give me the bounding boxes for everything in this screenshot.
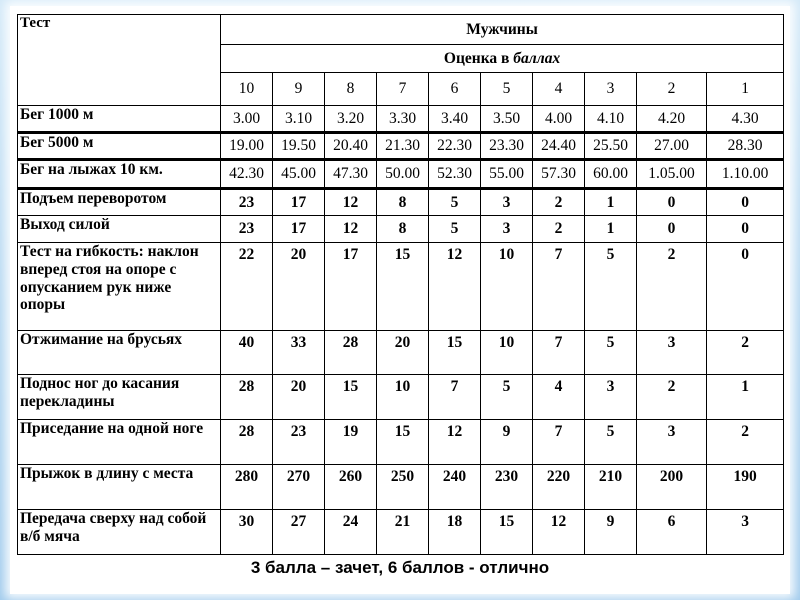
- score-value-cell: 22.30: [429, 133, 481, 160]
- test-name-cell: Выход силой: [18, 216, 221, 243]
- score-value-cell: 3.00: [221, 106, 273, 133]
- score-value-cell: 23: [221, 216, 273, 243]
- table-row: [18, 160, 784, 189]
- score-value-cell: 6: [637, 510, 707, 555]
- grade-header-cell: 6: [429, 73, 481, 106]
- score-value-cell: 15: [325, 375, 377, 420]
- score-value-cell: 7: [533, 420, 585, 465]
- score-value-cell: 190: [707, 465, 784, 510]
- score-value-cell: 10: [377, 375, 429, 420]
- score-value-cell: 55.00: [481, 160, 533, 189]
- grade-header-cell: 4: [533, 73, 585, 106]
- test-name-cell: Тест на гибкость: наклон вперед стоя на опоре с опусканием рук ниже опоры: [18, 243, 221, 331]
- score-value-cell: 9: [585, 510, 637, 555]
- table-row: [18, 189, 784, 216]
- score-value-cell: 2: [707, 331, 784, 375]
- score-value-cell: 3.20: [325, 106, 377, 133]
- score-value-cell: 1.05.00: [637, 160, 707, 189]
- score-value-cell: 19: [325, 420, 377, 465]
- score-value-cell: 210: [585, 465, 637, 510]
- score-value-cell: 28: [325, 331, 377, 375]
- score-value-cell: 15: [377, 420, 429, 465]
- score-value-cell: 3.30: [377, 106, 429, 133]
- score-value-cell: 47.30: [325, 160, 377, 189]
- score-value-cell: 20.40: [325, 133, 377, 160]
- score-value-cell: 22: [221, 243, 273, 331]
- score-value-cell: 5: [429, 189, 481, 216]
- score-value-cell: 4.20: [637, 106, 707, 133]
- score-value-cell: 1: [707, 375, 784, 420]
- score-value-cell: 220: [533, 465, 585, 510]
- score-value-cell: 17: [273, 216, 325, 243]
- score-label-prefix: Оценка в: [443, 49, 510, 67]
- score-value-cell: 240: [429, 465, 481, 510]
- grade-header-cell: 5: [481, 73, 533, 106]
- score-value-cell: 18: [429, 510, 481, 555]
- score-value-cell: 15: [481, 510, 533, 555]
- score-value-cell: 2: [533, 189, 585, 216]
- score-value-cell: 28: [221, 420, 273, 465]
- test-name-cell: Бег 1000 м: [18, 106, 221, 133]
- score-value-cell: 0: [707, 189, 784, 216]
- score-value-cell: 23.30: [481, 133, 533, 160]
- grade-header-cell: 1: [707, 73, 784, 106]
- score-value-cell: 20: [273, 243, 325, 331]
- score-value-cell: 21.30: [377, 133, 429, 160]
- score-value-cell: 5: [585, 420, 637, 465]
- test-name-cell: Отжимание на брусьях: [18, 331, 221, 375]
- score-value-cell: 250: [377, 465, 429, 510]
- score-value-cell: 7: [533, 243, 585, 331]
- score-value-cell: 45.00: [273, 160, 325, 189]
- score-value-cell: 57.30: [533, 160, 585, 189]
- score-value-cell: 21: [377, 510, 429, 555]
- score-value-cell: 12: [429, 420, 481, 465]
- score-value-cell: 4.00: [533, 106, 585, 133]
- score-value-cell: 8: [377, 216, 429, 243]
- score-value-cell: 27: [273, 510, 325, 555]
- score-value-cell: 30: [221, 510, 273, 555]
- test-name-cell: Передача сверху над собой в/б мяча: [18, 510, 221, 555]
- grade-header-cell: 9: [273, 73, 325, 106]
- score-value-cell: 3: [481, 189, 533, 216]
- score-value-cell: 2: [637, 375, 707, 420]
- score-value-cell: 0: [707, 243, 784, 331]
- table-row: [18, 106, 784, 133]
- score-value-cell: 10: [481, 331, 533, 375]
- grade-header-cell: 7: [377, 73, 429, 106]
- score-value-cell: 15: [429, 331, 481, 375]
- score-value-cell: 23: [221, 189, 273, 216]
- score-value-cell: 1: [585, 189, 637, 216]
- norms-table: [17, 14, 784, 555]
- score-value-cell: 5: [429, 216, 481, 243]
- score-value-cell: 24.40: [533, 133, 585, 160]
- score-value-cell: 5: [585, 331, 637, 375]
- score-value-cell: 0: [637, 189, 707, 216]
- test-name-cell: Бег 5000 м: [18, 133, 221, 160]
- norms-body: [18, 106, 784, 555]
- score-value-cell: 20: [273, 375, 325, 420]
- grade-header-cell: 2: [637, 73, 707, 106]
- header-group-cell: Мужчины: [221, 15, 784, 45]
- score-value-cell: 5: [481, 375, 533, 420]
- score-value-cell: 7: [533, 331, 585, 375]
- score-value-cell: 19.50: [273, 133, 325, 160]
- score-value-cell: 12: [533, 510, 585, 555]
- score-value-cell: 3: [481, 216, 533, 243]
- grade-header-cell: 8: [325, 73, 377, 106]
- score-value-cell: 23: [273, 420, 325, 465]
- score-value-cell: 2: [707, 420, 784, 465]
- header-test-cell: Тест: [18, 15, 221, 106]
- score-value-cell: 3.10: [273, 106, 325, 133]
- score-value-cell: 15: [377, 243, 429, 331]
- score-value-cell: 9: [481, 420, 533, 465]
- score-value-cell: 28.30: [707, 133, 784, 160]
- score-value-cell: 20: [377, 331, 429, 375]
- score-value-cell: 200: [637, 465, 707, 510]
- test-name-cell: Приседание на одной ноге: [18, 420, 221, 465]
- score-value-cell: 17: [273, 189, 325, 216]
- test-name-cell: Подъем переворотом: [18, 189, 221, 216]
- score-value-cell: 4.10: [585, 106, 637, 133]
- table-row: [18, 420, 784, 465]
- footer-note: 3 балла – зачет, 6 баллов - отлично: [250, 558, 550, 577]
- score-value-cell: 10: [481, 243, 533, 331]
- header-score-cell: [221, 45, 784, 73]
- score-value-cell: 52.30: [429, 160, 481, 189]
- score-value-cell: 0: [637, 216, 707, 243]
- score-value-cell: 40: [221, 331, 273, 375]
- score-value-cell: 42.30: [221, 160, 273, 189]
- score-value-cell: 4.30: [707, 106, 784, 133]
- score-value-cell: 50.00: [377, 160, 429, 189]
- score-value-cell: 3: [637, 420, 707, 465]
- grade-header-cell: 3: [585, 73, 637, 106]
- table-row: [18, 375, 784, 420]
- score-value-cell: 1: [585, 216, 637, 243]
- score-value-cell: 17: [325, 243, 377, 331]
- score-value-cell: 3.50: [481, 106, 533, 133]
- score-value-cell: 3: [637, 331, 707, 375]
- table-row: [18, 133, 784, 160]
- score-value-cell: 33: [273, 331, 325, 375]
- score-value-cell: 2: [637, 243, 707, 331]
- score-value-cell: 3.40: [429, 106, 481, 133]
- score-label-unit: баллах: [513, 49, 561, 67]
- test-name-cell: Прыжок в длину с места: [18, 465, 221, 510]
- score-value-cell: 28: [221, 375, 273, 420]
- table-row: [18, 331, 784, 375]
- score-value-cell: 0: [707, 216, 784, 243]
- score-value-cell: 1.10.00: [707, 160, 784, 189]
- score-value-cell: 27.00: [637, 133, 707, 160]
- table-row: [18, 510, 784, 555]
- score-value-cell: 25.50: [585, 133, 637, 160]
- score-value-cell: 260: [325, 465, 377, 510]
- score-value-cell: 7: [429, 375, 481, 420]
- score-value-cell: 270: [273, 465, 325, 510]
- table-row: [18, 243, 784, 331]
- score-value-cell: 12: [325, 189, 377, 216]
- score-value-cell: 8: [377, 189, 429, 216]
- score-value-cell: 19.00: [221, 133, 273, 160]
- table-row: [18, 465, 784, 510]
- table-row: [18, 216, 784, 243]
- score-value-cell: 5: [585, 243, 637, 331]
- score-value-cell: 24: [325, 510, 377, 555]
- test-name-cell: Бег на лыжах 10 км.: [18, 160, 221, 189]
- score-value-cell: 4: [533, 375, 585, 420]
- score-value-cell: 3: [707, 510, 784, 555]
- score-value-cell: 3: [585, 375, 637, 420]
- score-value-cell: 230: [481, 465, 533, 510]
- score-value-cell: 60.00: [585, 160, 637, 189]
- score-value-cell: 12: [429, 243, 481, 331]
- grade-header-cell: 10: [221, 73, 273, 106]
- score-value-cell: 12: [325, 216, 377, 243]
- score-value-cell: 280: [221, 465, 273, 510]
- test-name-cell: Поднос ног до касания перекладины: [18, 375, 221, 420]
- score-value-cell: 2: [533, 216, 585, 243]
